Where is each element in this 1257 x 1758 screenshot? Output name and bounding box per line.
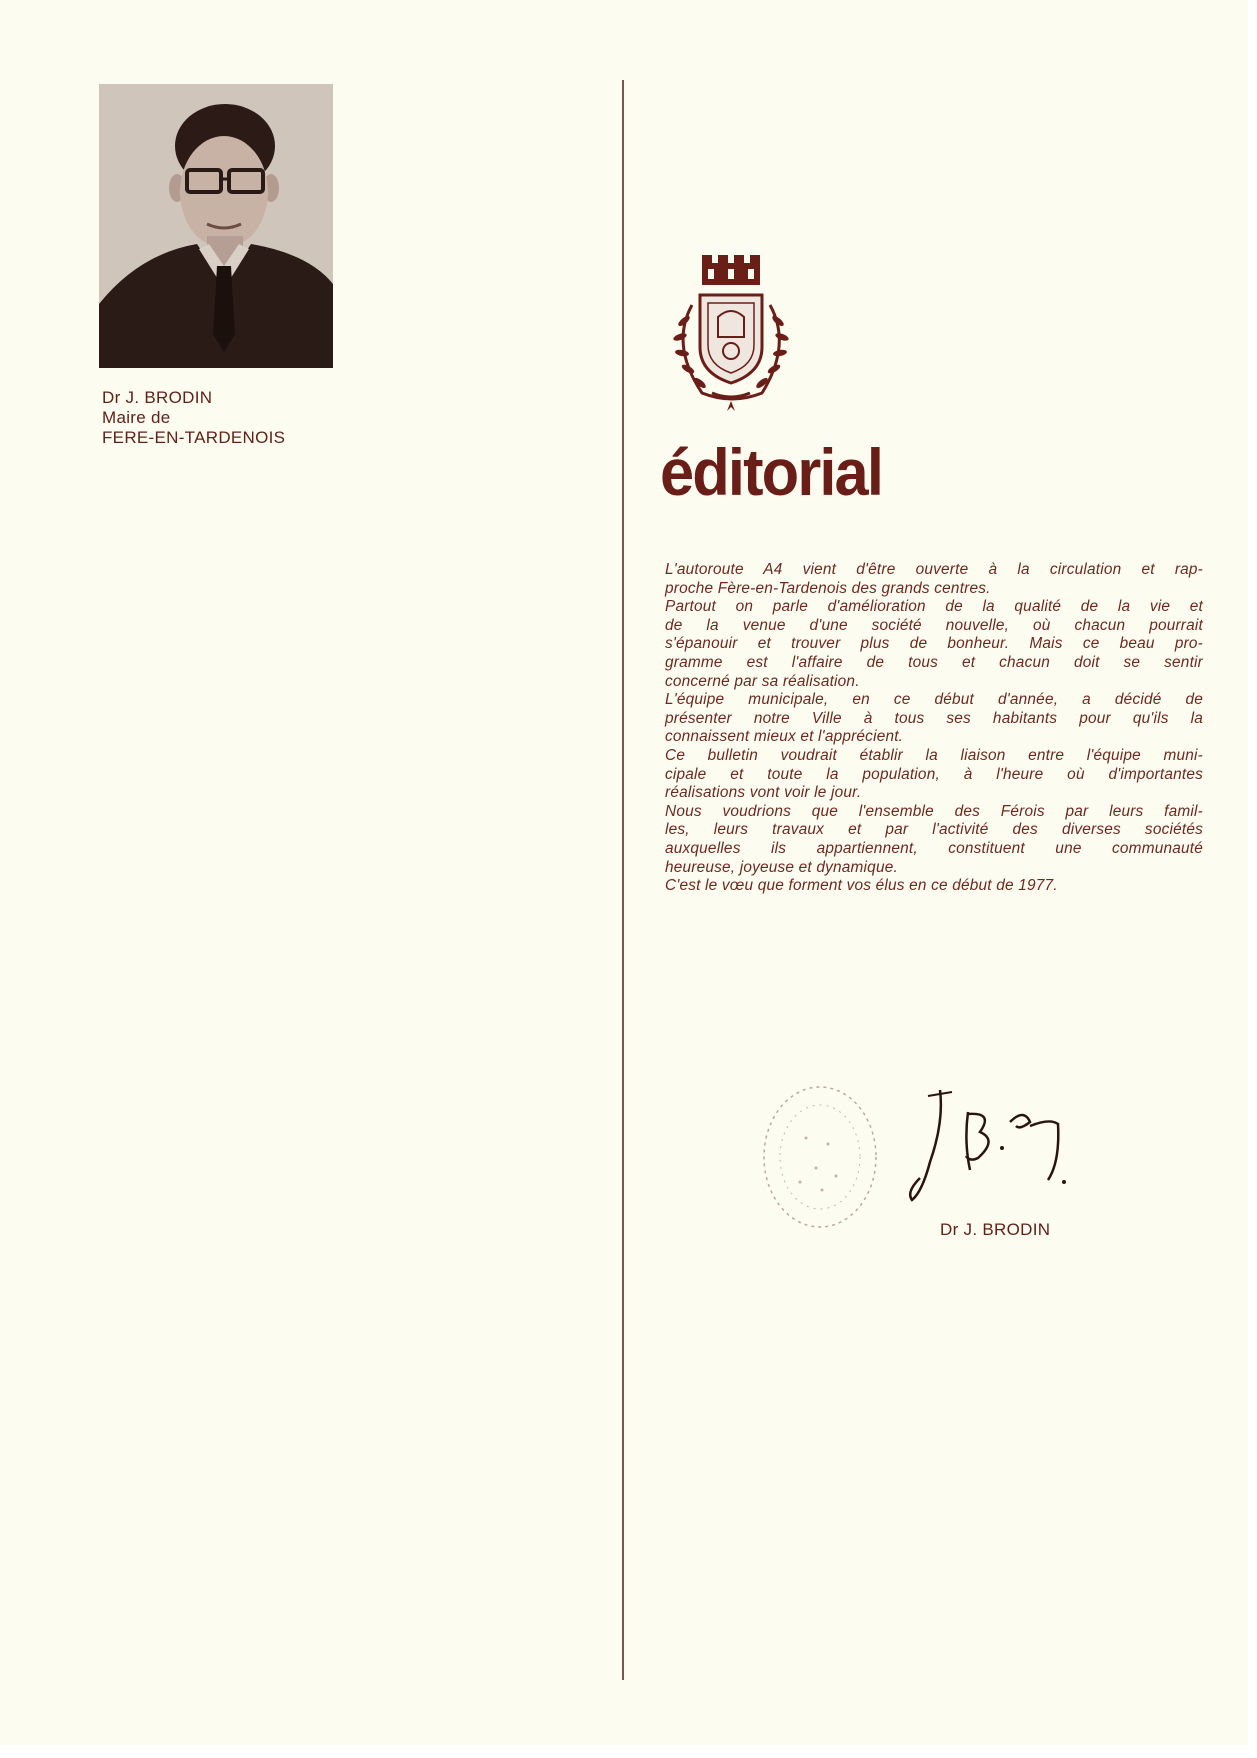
editorial-line: Nous voudrions que l'ensemble des Férois par leurs famil- — [665, 802, 1203, 820]
editorial-line: cipale et toute la population, à l'heure où d'importantes — [665, 765, 1203, 783]
editorial-line: heureuse, joyeuse et dynamique. — [665, 858, 898, 876]
editorial-line: C'est le vœu que forment vos élus en ce début de 1977. — [665, 877, 1058, 895]
caption-role: Maire de — [102, 408, 171, 427]
editorial-body — [665, 561, 1203, 896]
mayor-signature — [900, 1082, 1100, 1212]
editorial-heading: éditorial — [660, 435, 883, 509]
municipal-stamp — [758, 1078, 882, 1236]
editorial-line: Ce bulletin voudrait établir la liaison entre l'équipe muni- — [665, 746, 1203, 764]
editorial-line: présenter notre Ville à tous ses habitants pour qu'ils la — [665, 709, 1203, 727]
editorial-line: concerné par sa réalisation. — [665, 672, 860, 690]
editorial-line: auxquelles ils appartiennent, constituent une communauté — [665, 839, 1203, 857]
mayor-portrait-photo — [99, 84, 333, 368]
center-divider — [622, 80, 624, 1680]
editorial-line: les, leurs travaux et par l'activité des diverses sociétés — [665, 821, 1203, 839]
editorial-line: proche Fère-en-Tardenois des grands centres. — [665, 579, 991, 597]
caption-town: FERE-EN-TARDENOIS — [102, 428, 286, 447]
editorial-line: L'équipe municipale, en ce début d'année, a décidé de — [665, 691, 1203, 709]
caption-name: Dr J. BRODIN — [102, 388, 213, 407]
editorial-line: Partout on parle d'amélioration de la qualité de la vie et — [665, 598, 1203, 616]
town-crest-emblem — [662, 255, 800, 415]
editorial-line: réalisations vont voir le jour. — [665, 784, 862, 802]
signature-name: Dr J. BRODIN — [940, 1220, 1051, 1239]
editorial-line: s'épanouir et trouver plus de bonheur. Mais ce beau pro- — [665, 635, 1203, 653]
portrait-caption — [102, 388, 285, 448]
editorial-line: connaissent mieux et l'apprécient. — [665, 728, 904, 746]
editorial-line: L'autoroute A4 vient d'être ouverte à la circulation et rap- — [665, 561, 1203, 578]
editorial-line: de la venue d'une société nouvelle, où chacun pourrait — [665, 616, 1203, 634]
editorial-line: gramme est l'affaire de tous et chacun doit se sentir — [665, 653, 1203, 671]
